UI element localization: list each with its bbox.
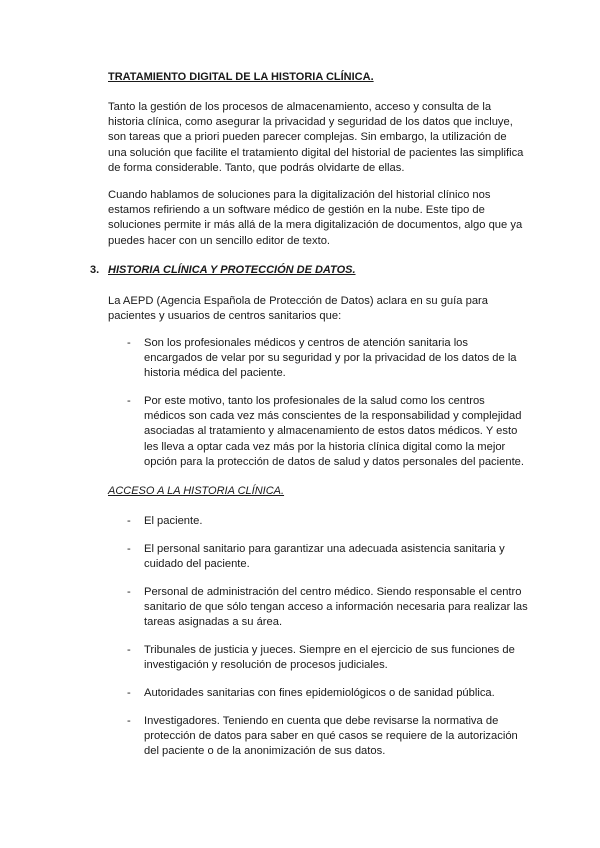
list-item-text: Autoridades sanitarias con fines epidemiológicos o de sanidad pública. [144, 687, 495, 699]
bullet-dash: - [127, 543, 131, 555]
list-item-text: El personal sanitario para garantizar una adecuada asistencia sanitaria y cuidado del paciente. [144, 543, 505, 571]
bullet-dash: - [127, 687, 131, 699]
paragraph-intro: Tanto la gestión de los procesos de almacenamiento, acceso y consulta de la historia clínica, como asegurar la privacidad y seguridad de los datos que incluye, son tareas que a priori pueden parecer complejas. Sin embargo, la utilización de una solución que facilite el tratamiento digital del historial de pacientes las simplifica de forma considerable. Tanto, que podrás olvidarte de ellas. [108, 101, 524, 174]
bullet-dash: - [127, 715, 131, 727]
list-item-text: Por este motivo, tanto los profesionales de la salud como los centros médicos son cada vez más conscientes de la responsabilidad y complejidad asociadas al tratamiento y almacenamiento de estos datos médicos. Y esto les lleva a optar cada vez más por la historia clínica digital como la mejor opción para la protección de datos de salud y datos personales del paciente. [144, 395, 525, 468]
list-item-text: Son los profesionales médicos y centros de atención sanitaria los encargados de velar por su seguridad y por la privacidad de los datos de la historia médica del paciente. [144, 337, 517, 380]
access-subtitle: ACCESO A LA HISTORIA CLÍNICA. [108, 485, 285, 497]
list-item-text: Tribunales de justicia y jueces. Siempre en el ejercicio de sus funciones de investigación y resolución de procesos judiciales. [144, 644, 515, 672]
list-item-text: El paciente. [144, 515, 203, 527]
paragraph-software: Cuando hablamos de soluciones para la digitalización del historial clínico nos estamos refiriendo a un software médico de gestión en la nube. Este tipo de soluciones permite ir más allá de la mera digitalización de documentos, algo que ya puedes hacer con un sencillo editor de texto. [108, 189, 523, 247]
bullet-dash: - [127, 395, 131, 407]
bullet-dash: - [127, 644, 131, 656]
list-item-text: Personal de administración del centro médico. Siendo responsable el centro sanitario de que sólo tengan acceso a información necesaria para realizar las tareas asignadas a su área. [144, 586, 528, 629]
document-title: TRATAMIENTO DIGITAL DE LA HISTORIA CLÍNICA. [108, 71, 374, 83]
section-title: HISTORIA CLÍNICA Y PROTECCIÓN DE DATOS. [108, 264, 356, 276]
list-item-text: Investigadores. Teniendo en cuenta que debe revisarse la normativa de protección de datos para saber en qué casos se requiere de la autorización del paciente o de la anonimización de sus datos. [144, 715, 518, 758]
bullet-dash: - [127, 337, 131, 349]
bullet-dash: - [127, 586, 131, 598]
section-number: 3. [90, 264, 100, 276]
paragraph-aepd: La AEPD (Agencia Española de Protección de Datos) aclara en su guía para pacientes y usuarios de centros sanitarios que: [108, 295, 488, 323]
bullet-dash: - [127, 515, 131, 527]
